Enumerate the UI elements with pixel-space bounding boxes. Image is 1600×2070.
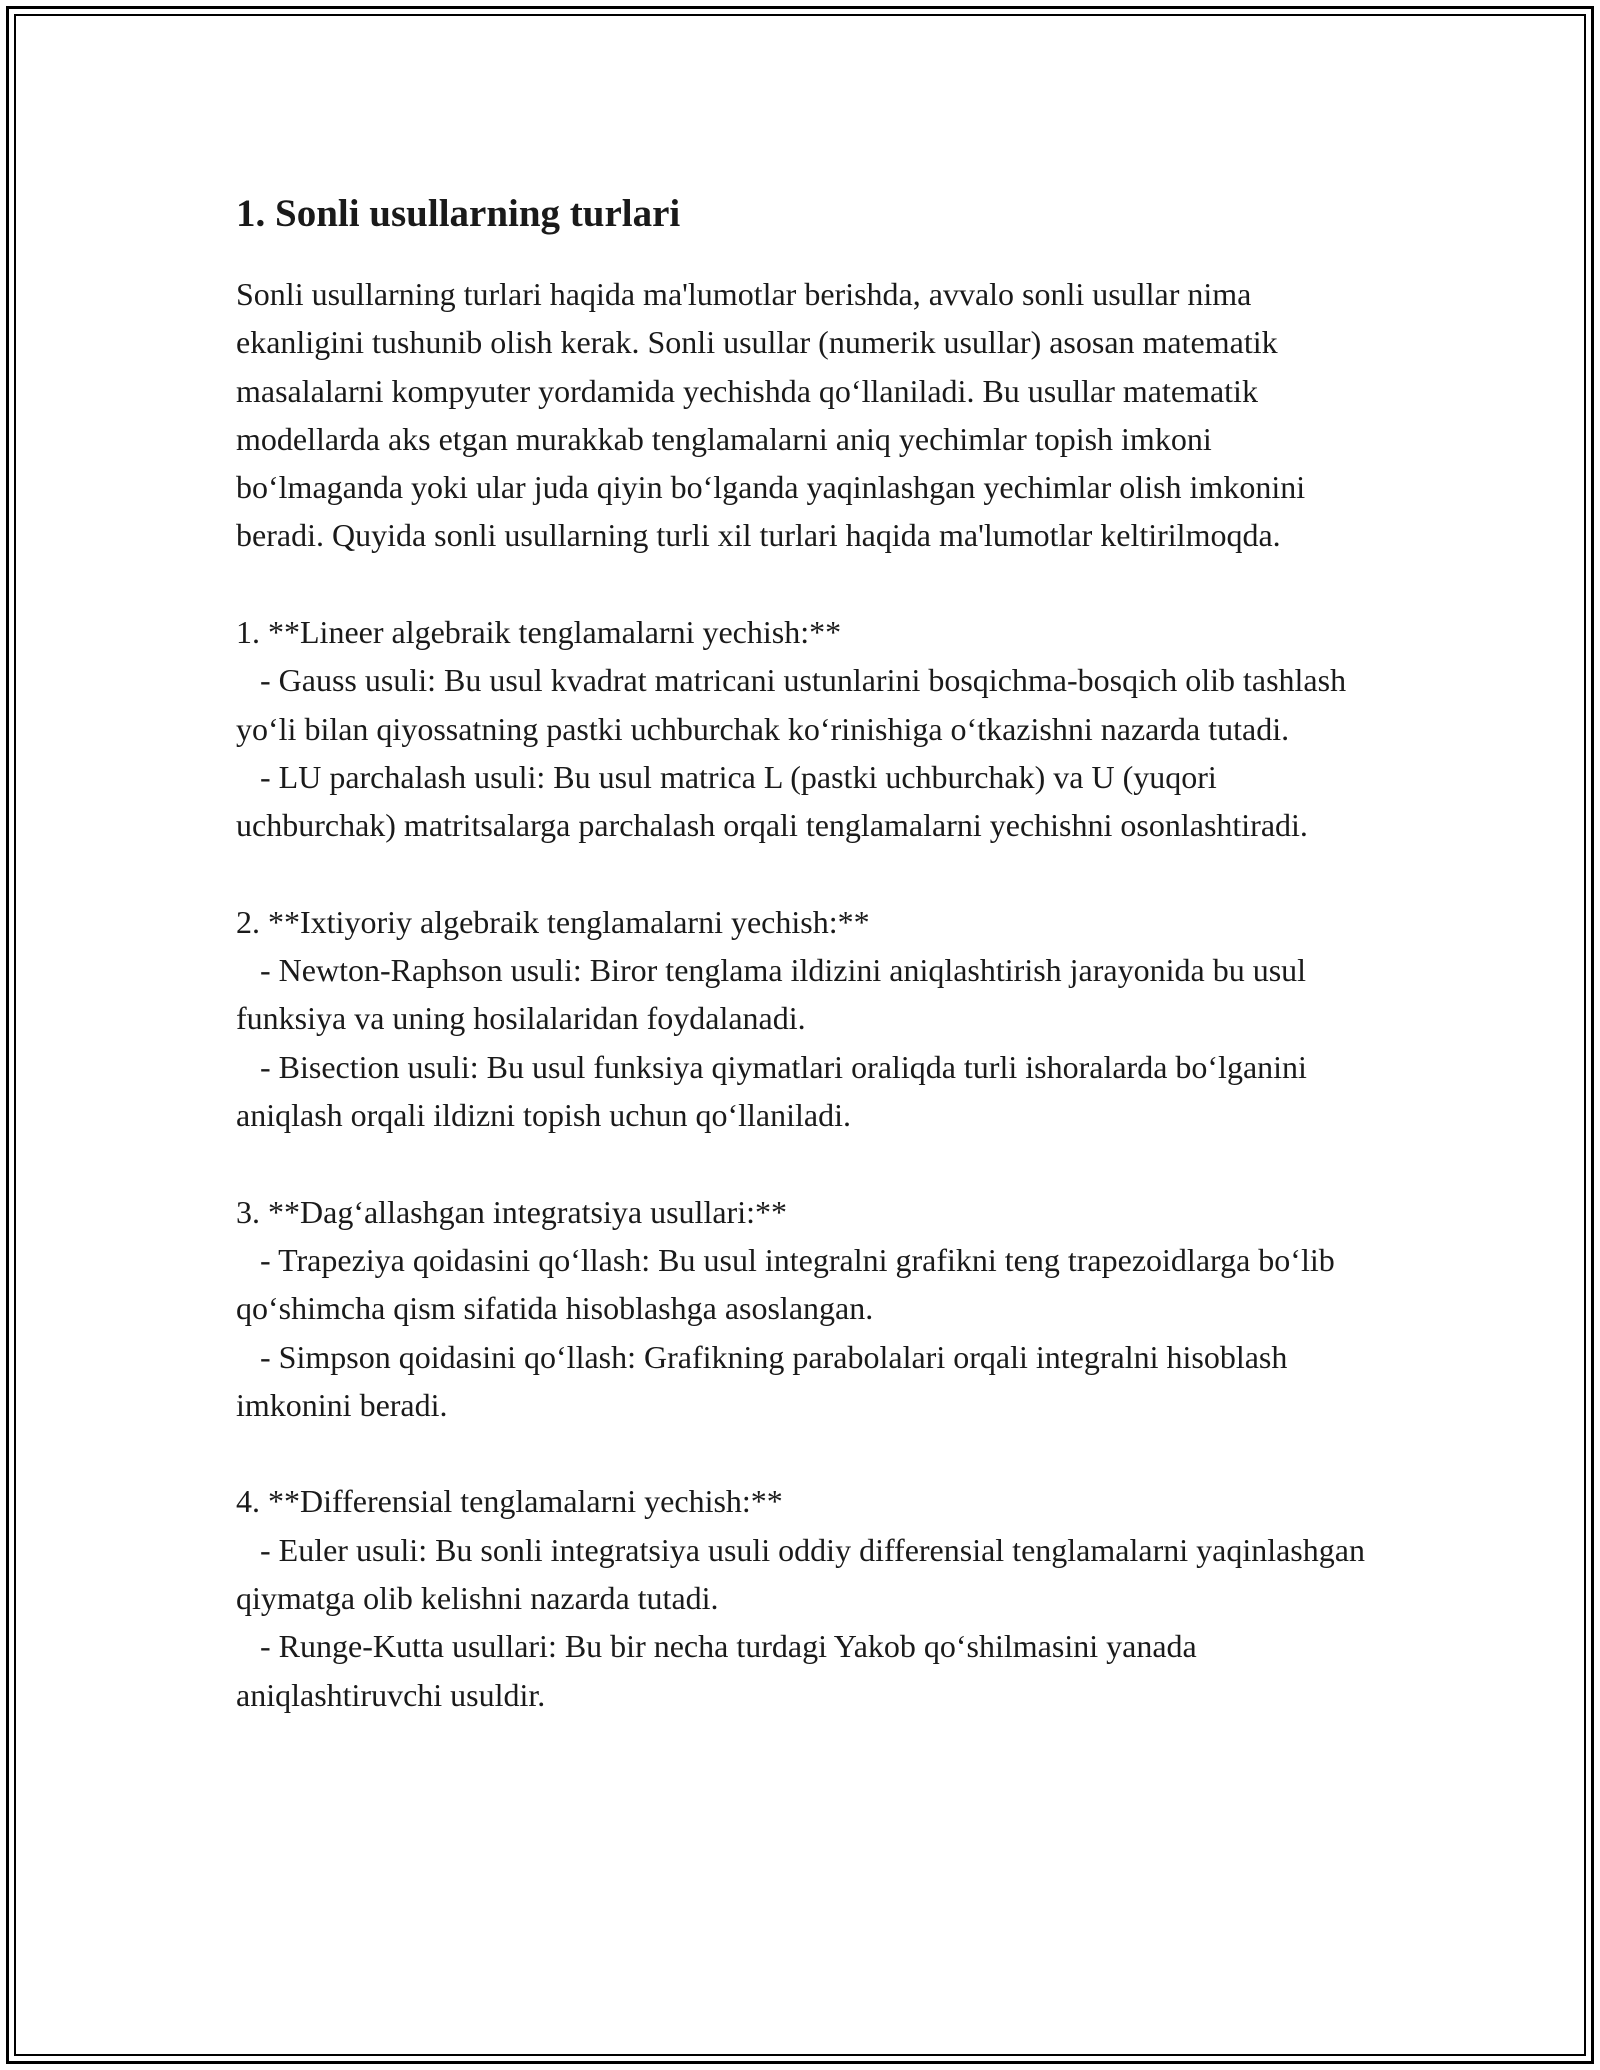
list-item-title: 4. **Differensial tenglamalarni yechish:** xyxy=(236,1483,783,1520)
list-item: - Gauss usuli: Bu usul kvadrat matricani ustunlarini bosqichma-bosqich olib tashlash yo‘li bilan qiyossatning pastki uchburchak ko‘rinishiga o‘tkazishni nazarda tutadi. xyxy=(236,662,1355,747)
section-integration-methods xyxy=(236,1188,1366,1429)
list-item-title: 1. **Lineer algebraik tenglamalarni yechish:** xyxy=(236,614,842,651)
list-item: - Runge-Kutta usullari: Bu bir necha turdagi Yakob qo‘shilmasini yanada aniqlashtiruvchi usuldir. xyxy=(236,1628,1205,1713)
list-item-title: 2. **Ixtiyoriy algebraik tenglamalarni yechish:** xyxy=(236,903,870,940)
list-item: - Bisection usuli: Bu usul funksiya qiymatlari oraliqda turli ishoralarda bo‘lganini aniqlash orqali ildizni topish uchun qo‘llaniladi. xyxy=(236,1048,1315,1134)
document-body xyxy=(236,186,1373,1719)
list-item: - Newton-Raphson usuli: Biror tenglama ildizini aniqlashtirish jarayonida bu usul funksiya va uning hosilalaridan foydalanadi. xyxy=(236,952,1315,1037)
list-item-title: 3. **Dag‘allashgan integratsiya usullari:** xyxy=(236,1193,787,1230)
list-item: - LU parchalash usuli: Bu usul matrica L (pastki uchburchak) va U (yuqori uchburchak) matritsalarga parchalash orqali tenglamalarni yechishni osonlashtiradi. xyxy=(236,758,1308,844)
section-heading: 1. Sonli usullarning turlari xyxy=(236,192,681,235)
list-item: - Simpson qoidasini qo‘llash: Grafikning parabolalari orqali integralni hisoblash imkonini beradi. xyxy=(236,1338,1296,1423)
section-linear-equations xyxy=(236,608,1366,849)
list-item: - Euler usuli: Bu sonli integratsiya usuli oddiy differensial tenglamalarni yaqinlashgan qiymatga olib kelishni nazarda tutadi. xyxy=(236,1531,1373,1617)
section-differential-equations xyxy=(236,1477,1373,1718)
list-item: - Trapeziya qoidasini qo‘llash: Bu usul integralni grafikni teng trapezoidlarga bo‘lib qo‘shimcha qism sifatida hisoblashga asoslangan. xyxy=(236,1241,1343,1327)
section-arbitrary-equations xyxy=(236,898,1366,1139)
intro-paragraph: Sonli usullarning turlari haqida ma'lumotlar berishda, avvalo sonli usullar nima ekanligini tushunib olish kerak. Sonli usullar (numerik usullar) asosan matematik masalalarni kompyuter yordamida yechishda qo‘llaniladi. Bu usullar matematik modellarda aks etgan murakkab tenglamalarni aniq yechimlar topish imkoni bo‘lmaganda yoki ular juda qiyin bo‘lganda yaqinlashgan yechimlar olish imkonini beradi. Quyida sonli usullarning turli xil turlari haqida ma'lumotlar keltirilmoqda. xyxy=(236,276,1314,554)
